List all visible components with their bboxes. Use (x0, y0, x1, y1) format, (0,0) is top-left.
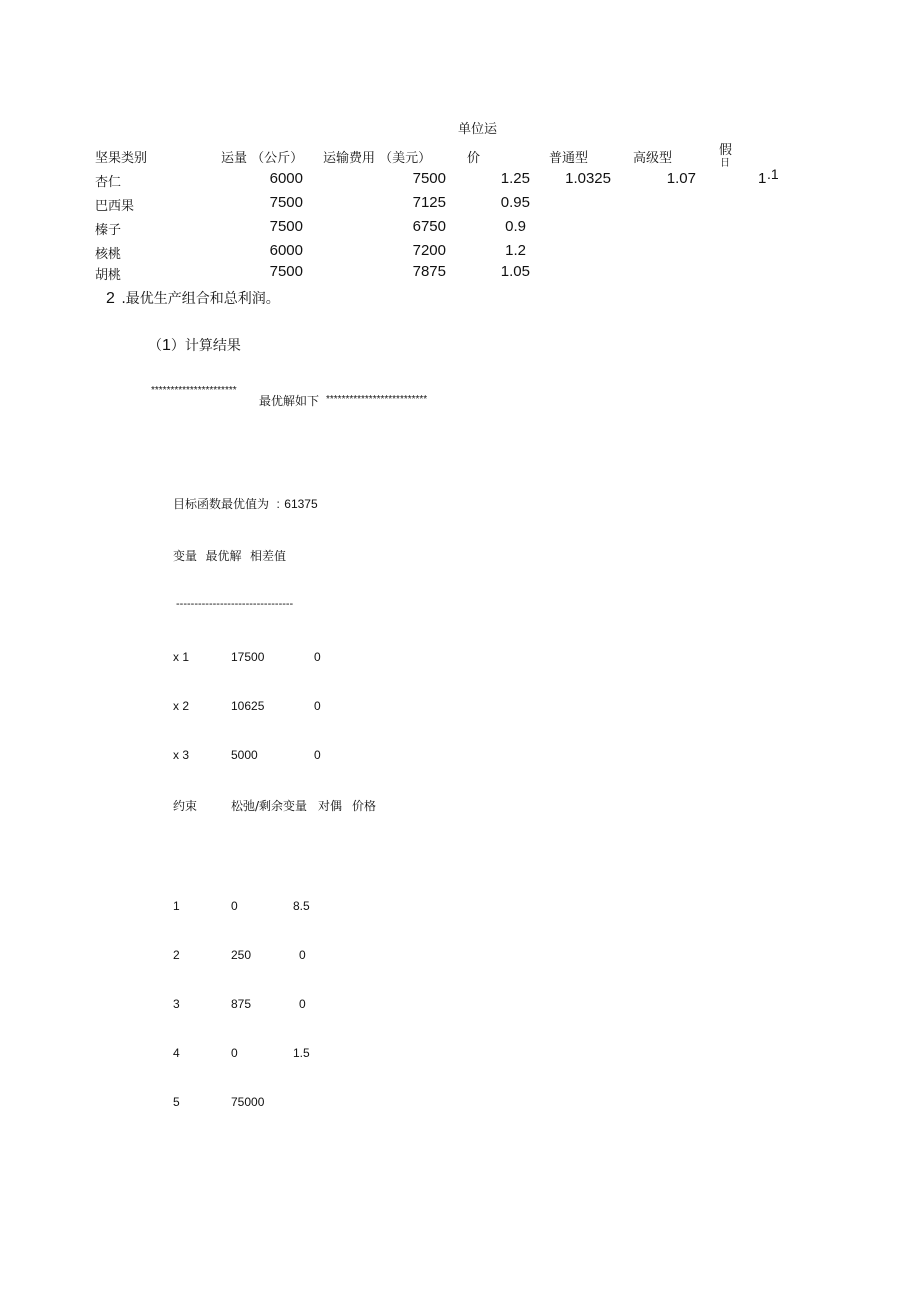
row-unit: 0.9 (505, 218, 526, 235)
constraints-header-price: 价格 (352, 799, 377, 813)
extra-regular: 1.0325 (565, 170, 611, 187)
header-qty: 运量 （公斤） (221, 151, 304, 166)
var-name: x 3 (173, 748, 190, 762)
var-value: 5000 (231, 748, 258, 762)
extra-premium: 1.07 (666, 170, 696, 187)
row-unit: 1.2 (505, 242, 526, 259)
row-cost: 7875 (412, 263, 446, 280)
var-name: x 1 (173, 650, 190, 664)
row-name: 榛子 (95, 223, 122, 238)
header-cost: 运输费用 （美元） (323, 151, 432, 166)
row-qty: 7500 (269, 194, 303, 211)
var-reduced: 0 (314, 650, 321, 664)
variables-header-reduced: 相差值 (249, 549, 286, 563)
header-price: 价 (467, 151, 481, 166)
row-cost: 7500 (412, 170, 446, 187)
header-holiday-top: 假 (719, 143, 733, 158)
variables-header (173, 547, 286, 565)
row-name: 杏仁 (95, 175, 122, 190)
banner-label: 最优解如下 (259, 394, 320, 408)
objective-label: 目标函数最优值为 (173, 497, 270, 511)
header-unit-top: 单位运 (458, 122, 498, 137)
var-value: 10625 (231, 699, 265, 713)
constraint-dual: 8.5 (293, 899, 310, 913)
variables-divider: -------------------------------- (176, 598, 294, 610)
constraint-dual: 0 (299, 997, 306, 1011)
variables-header-value: 最优解 (205, 549, 242, 563)
constraint-dual: 0 (299, 948, 306, 962)
constraint-dual: 1.5 (293, 1046, 310, 1060)
banner-left-stars: ********************** (151, 385, 237, 396)
constraint-id: 5 (173, 1095, 180, 1109)
objective-sep: : (276, 497, 280, 511)
objective-line (173, 495, 318, 513)
var-name: x 2 (173, 699, 190, 713)
row-qty: 7500 (269, 263, 303, 280)
constraint-id: 2 (173, 948, 180, 962)
row-cost: 7200 (412, 242, 446, 259)
subsection-open: （ (148, 338, 162, 354)
subsection-heading (148, 335, 241, 355)
constraints-header-id: 约束 (173, 799, 198, 813)
extra-holiday-int: 1 (758, 170, 767, 187)
var-reduced: 0 (314, 748, 321, 762)
row-name: 巴西果 (95, 199, 135, 214)
header-holiday-bottom: 日 (720, 158, 730, 169)
row-cost: 7125 (412, 194, 446, 211)
constraint-id: 1 (173, 899, 180, 913)
row-cost: 6750 (412, 218, 446, 235)
section-2-heading (106, 288, 280, 308)
row-unit: 1.25 (500, 170, 530, 187)
header-premium: 高级型 (633, 151, 673, 166)
constraint-slack: 0 (231, 899, 238, 913)
constraint-id: 4 (173, 1046, 180, 1060)
constraints-header-slack: 松弛/剩余变量 (231, 799, 308, 813)
subsection-title: ）计算结果 (170, 338, 241, 354)
var-value: 17500 (231, 650, 265, 664)
banner-right-stars: ************************** (326, 394, 428, 405)
extra-holiday-frac: .1 (767, 166, 779, 182)
section-2-title: .最优生产组合和总利润。 (121, 291, 280, 307)
row-name: 胡桃 (95, 268, 122, 283)
row-unit: 0.95 (500, 194, 530, 211)
constraint-slack: 75000 (231, 1095, 265, 1109)
section-2-number: 2 (106, 290, 115, 307)
header-regular: 普通型 (549, 151, 589, 166)
header-category: 坚果类别 (95, 151, 148, 166)
constraint-slack: 0 (231, 1046, 238, 1060)
subsection-number: 1 (162, 337, 171, 354)
row-unit: 1.05 (500, 263, 530, 280)
row-qty: 6000 (269, 170, 303, 187)
objective-value: 61375 (284, 497, 318, 511)
row-qty: 7500 (269, 218, 303, 235)
constraints-header-dual: 对偶 (318, 799, 343, 813)
constraint-id: 3 (173, 997, 180, 1011)
row-qty: 6000 (269, 242, 303, 259)
var-reduced: 0 (314, 699, 321, 713)
constraint-slack: 875 (231, 997, 252, 1011)
variables-header-var: 变量 (173, 549, 198, 563)
row-name: 核桃 (95, 247, 122, 262)
constraint-slack: 250 (231, 948, 252, 962)
